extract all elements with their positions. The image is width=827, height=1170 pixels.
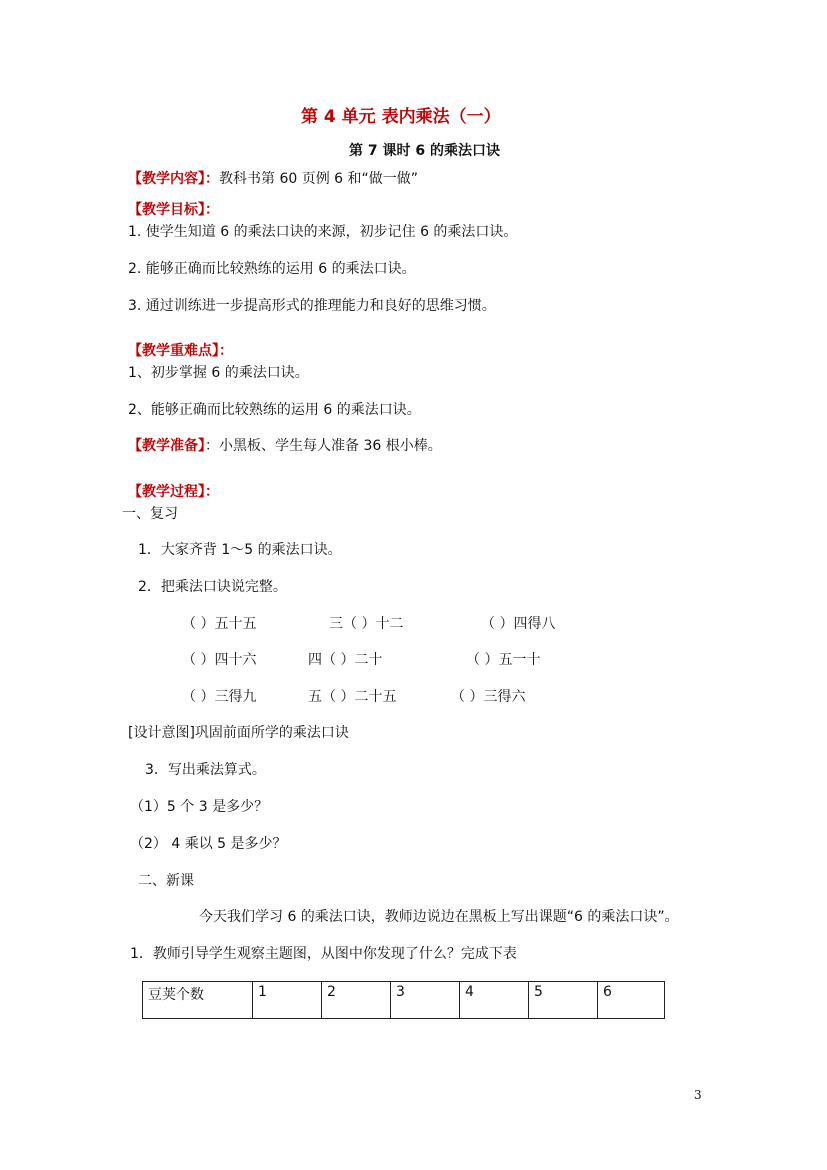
preparation-label: 【教学准备】 [128,438,205,454]
fill-blank-item: （ ）四得八 [481,616,556,632]
table-header-cell: 豆荚个数 [143,982,253,1019]
teaching-content-text: 教科书第 60 页例 6 和“做一做” [219,171,419,187]
table-cell: 3 [391,982,460,1019]
review-step-1: 1．大家齐背 1～5 的乘法口诀。 [138,542,342,558]
process-label: 【教学过程】： [128,484,219,500]
review-step-2: 2．把乘法口诀说完整。 [138,579,287,595]
objective-item: 2. 能够正确而比较熟练的运用 6 的乘法口诀。 [128,261,416,277]
question-2: （2） 4 乘以 5 是多少？ [130,836,287,852]
new-lesson-intro: 今天我们学习 6 的乘法口诀，教师边说边在黑板上写出课题“6 的乘法口诀”。 [199,909,679,925]
fill-blank-item: （ ）三得九 [182,689,257,705]
design-intent: [设计意图]巩固前面所学的乘法口诀 [128,725,349,741]
bean-count-table [142,981,665,1019]
table-cell: 1 [253,982,322,1019]
key-points-label: 【教学重难点】： [128,343,233,359]
fill-blank-item: （ ）三得六 [451,689,526,705]
objectives-label: 【教学目标】： [128,202,219,218]
table-row [143,982,665,1019]
fill-blank-item: （ ）四十六 [182,652,257,668]
table-cell: 2 [322,982,391,1019]
new-lesson-step-1: 1．教师引导学生观察主题图，从图中你发现了什么？完成下表 [130,946,517,962]
table-cell: 5 [529,982,598,1019]
key-point-item: 1、初步掌握 6 的乘法口诀。 [128,365,309,381]
new-lesson-heading: 二、新课 [138,873,194,889]
teaching-content-line [128,169,418,189]
page-title: 第 4 单元 表内乘法（一） [301,107,501,127]
key-point-item: 2、能够正确而比较熟练的运用 6 的乘法口诀。 [128,402,421,418]
fill-blank-item: 三（ ）十二 [329,616,404,632]
objective-item: 3. 通过训练进一步提高形式的推理能力和良好的思维习惯。 [128,298,496,314]
page-number: 3 [694,1088,702,1102]
fill-blank-item: （ ）五十五 [182,616,257,632]
table-cell: 4 [460,982,529,1019]
review-step-3: 3．写出乘法算式。 [145,762,266,778]
objective-item: 1. 使学生知道 6 的乘法口诀的来源，初步记住 6 的乘法口诀。 [128,224,518,240]
table-cell: 6 [598,982,665,1019]
review-heading: 一、复习 [122,506,178,522]
fill-blank-item: 五（ ）二十五 [308,689,397,705]
preparation-text: ：小黑板、学生每人准备 36 根小棒。 [205,438,442,454]
preparation-line [128,436,442,456]
teaching-content-label: 【教学内容】： [128,171,219,187]
question-1: （1）5 个 3 是多少？ [130,799,269,815]
lesson-subtitle: 第 7 课时 6 的乘法口诀 [349,143,500,159]
fill-blank-item: 四（ ）二十 [308,652,383,668]
fill-blank-item: （ ）五一十 [466,652,541,668]
